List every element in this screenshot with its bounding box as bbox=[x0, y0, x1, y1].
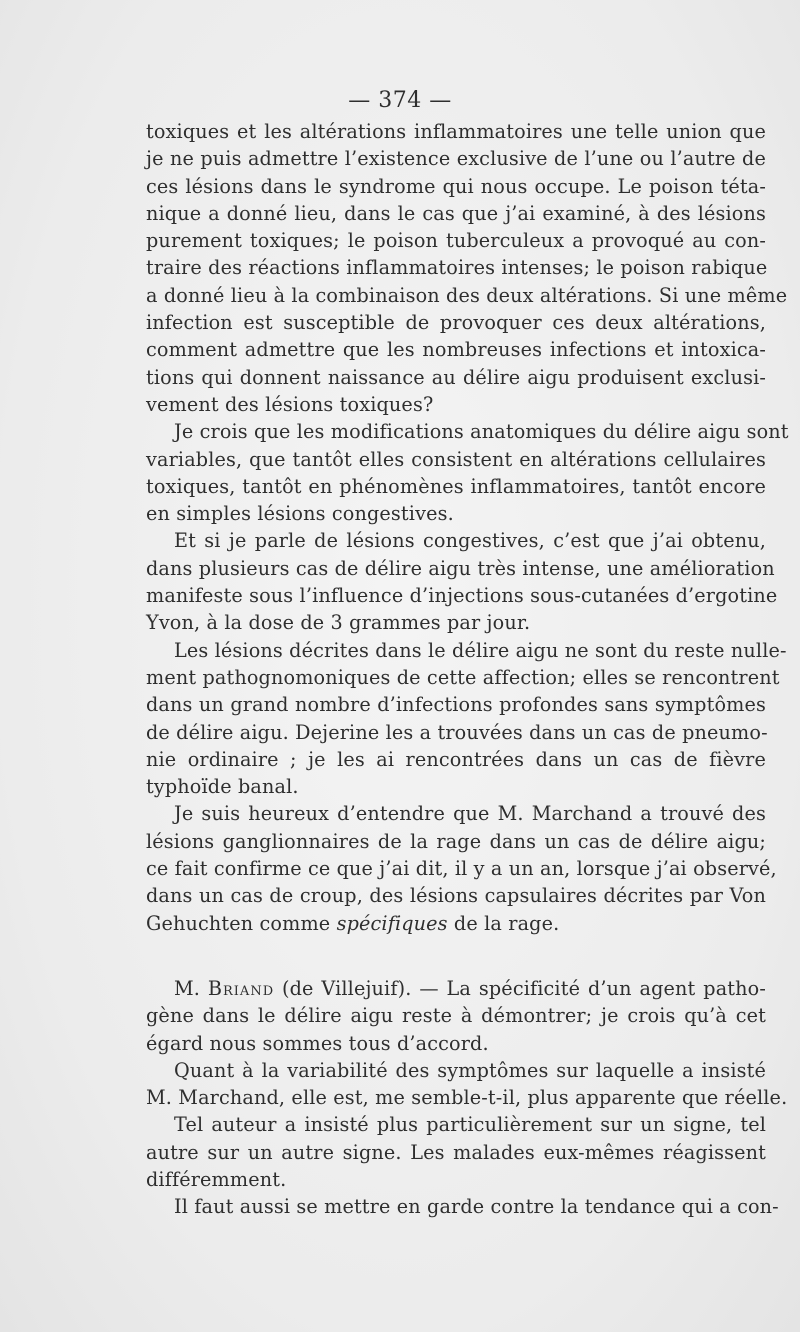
text-line: en simples lésions congestives. bbox=[146, 502, 454, 526]
text-line: Il faut aussi se mettre en garde contre la tendance qui a con- bbox=[174, 1195, 779, 1219]
text-line: dans plusieurs cas de délire aigu très intense, une amélioration bbox=[146, 556, 775, 580]
text-line: ment pathognomoniques de cette affection; elles se rencontrent bbox=[146, 665, 780, 689]
text-line: a donné lieu à la combinaison des deux altérations. Si une même bbox=[146, 283, 788, 307]
text-line: comment admettre que les nombreuses infections et intoxica- bbox=[146, 338, 766, 362]
text-line: toxiques et les altérations inflammatoires une telle union que bbox=[146, 120, 766, 143]
text-line: dans un cas de croup, des lésions capsulaires décrites par Von bbox=[146, 884, 766, 908]
text-line: ce fait confirme ce que j’ai dit, il y a un an, lorsque j’ai observé, bbox=[146, 857, 777, 881]
text-line: Les lésions décrites dans le délire aigu ne sont du reste nulle- bbox=[174, 638, 787, 662]
text-line: manifeste sous l’influence d’injections sous-cutanées d’ergotine bbox=[146, 584, 778, 608]
text-line: Yvon, à la dose de 3 grammes par jour. bbox=[146, 611, 531, 635]
text-line: Je crois que les modifications anatomiques du délire aigu sont bbox=[174, 420, 789, 444]
text-line: gène dans le délire aigu reste à démontrer; je crois qu’à cet bbox=[146, 1004, 766, 1028]
text-line: Et si je parle de lésions congestives, c’est que j’ai obtenu, bbox=[174, 529, 766, 553]
text-line: purement toxiques; le poison tuberculeux a provoqué au con- bbox=[146, 229, 766, 253]
text-line: nique a donné lieu, dans le cas que j’ai examiné, à des lésions bbox=[146, 201, 766, 225]
text-line: de délire aigu. Dejerine les a trouvées dans un cas de pneumo- bbox=[146, 720, 768, 744]
paragraph bbox=[146, 418, 789, 527]
text-line: autre sur un autre signe. Les malades eux-mêmes réagissent bbox=[146, 1140, 766, 1164]
text-line: toxiques, tantôt en phénomènes inflammatoires, tantôt encore bbox=[146, 474, 766, 498]
speaker-rest: (de Villejuif). — La spécificité d’un agent patho- bbox=[274, 976, 766, 1000]
paragraph bbox=[146, 637, 787, 801]
italic-term: spécifiques bbox=[336, 911, 448, 935]
intervention bbox=[146, 975, 788, 1221]
text-line: tions qui donnent naissance au délire aigu produisent exclusi- bbox=[146, 365, 766, 389]
text-line: Quant à la variabilité des symptômes sur laquelle a insisté bbox=[174, 1058, 766, 1082]
speaker-name: Briand bbox=[207, 976, 275, 1000]
text-line: Tel auteur a insisté plus particulièrement sur un signe, tel bbox=[174, 1113, 766, 1137]
text-line: infection est susceptible de provoquer ces deux altérations, bbox=[146, 311, 766, 335]
text-line: différemment. bbox=[146, 1167, 287, 1191]
paragraph bbox=[146, 118, 788, 418]
text-line: Je suis heureux d’entendre que M. Marchand a trouvé des bbox=[174, 802, 766, 826]
text-line: vement des lésions toxiques? bbox=[146, 392, 434, 416]
section-gap bbox=[146, 937, 766, 975]
text-segment: Gehuchten comme bbox=[146, 911, 337, 935]
body-text bbox=[146, 118, 789, 1221]
text-line: nie ordinaire ; je les ai rencontrées dans un cas de fièvre bbox=[146, 747, 766, 771]
speaker-line bbox=[146, 975, 766, 1002]
page-number: — 374 — bbox=[348, 88, 452, 113]
speaker-prefix: M. bbox=[174, 976, 208, 1000]
text-line: dans un grand nombre d’infections profondes sans symptômes bbox=[146, 693, 766, 717]
text-line: lésions ganglionnaires de la rage dans un cas de délire aigu; bbox=[146, 829, 766, 853]
text-line: variables, que tantôt elles consistent en altérations cellulaires bbox=[146, 447, 766, 471]
text-segment: de la rage. bbox=[447, 911, 560, 935]
paragraph bbox=[146, 800, 777, 936]
paragraph bbox=[146, 527, 778, 636]
text-line: M. Marchand, elle est, me semble-t-il, plus apparente que réelle. bbox=[146, 1086, 788, 1110]
text-line: égard nous sommes tous d’accord. bbox=[146, 1031, 489, 1055]
text-line: je ne puis admettre l’existence exclusive de l’une ou l’autre de bbox=[146, 147, 766, 171]
text-line: typhoïde banal. bbox=[146, 775, 299, 799]
text-line: ces lésions dans le syndrome qui nous occupe. Le poison téta- bbox=[146, 174, 766, 198]
text-line bbox=[146, 910, 766, 937]
text-line: traire des réactions inflammatoires intenses; le poison rabique bbox=[146, 256, 768, 280]
